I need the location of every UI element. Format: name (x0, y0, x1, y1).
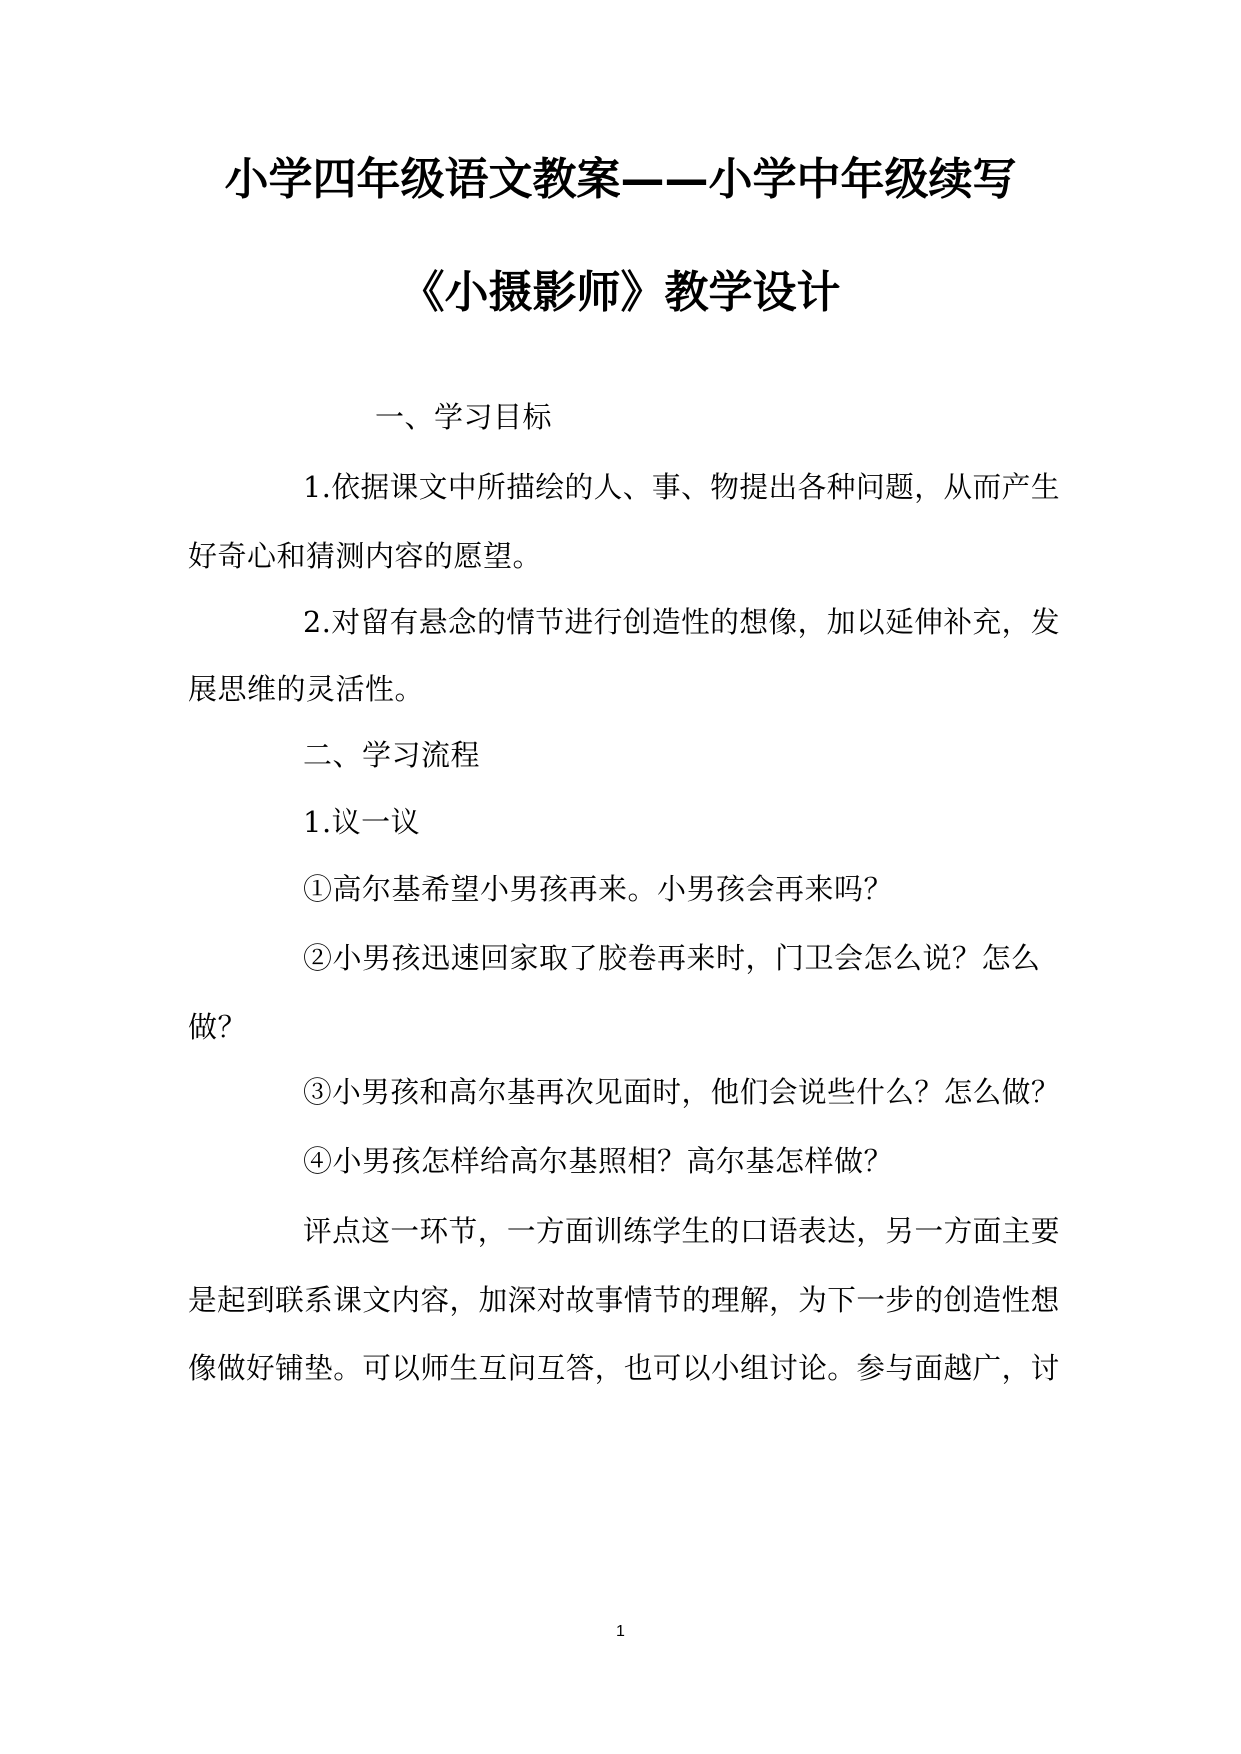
section-heading-learning-goals: 一、学习目标 (375, 400, 553, 434)
question-3: ③小男孩和高尔基再次见面时，他们会说些什么？怎么做？ (303, 1075, 1061, 1109)
question-2-line-1: ②小男孩迅速回家取了胶卷再来时，门卫会怎么说？怎么 (303, 941, 1041, 975)
page-number: 1 (616, 1623, 625, 1640)
question-2-line-2: 做？ (188, 1010, 248, 1044)
document-title-line-2: 《小摄影师》教学设计 (400, 267, 841, 318)
question-4: ④小男孩怎样给高尔基照相？高尔基怎样做？ (303, 1144, 894, 1178)
goal-1-line-1: 1.依据课文中所描绘的人、事、物提出各种问题，从而产生 (303, 470, 1060, 504)
section-heading-learning-process: 二、学习流程 (303, 738, 481, 772)
goal-1-line-2: 好奇心和猜测内容的愿望。 (188, 539, 543, 573)
question-1: ①高尔基希望小男孩再来。小男孩会再来吗？ (303, 872, 894, 906)
comment-line-2: 是起到联系课文内容，加深对故事情节的理解，为下一步的创造性想 (188, 1283, 1060, 1317)
goal-2-line-2: 展思维的灵活性。 (188, 672, 425, 706)
comment-line-1: 评点这一环节，一方面训练学生的口语表达，另一方面主要 (303, 1214, 1061, 1248)
step-1-heading: 1.议一议 (303, 805, 421, 839)
comment-line-3: 像做好铺垫。可以师生互问互答，也可以小组讨论。参与面越广，讨 (188, 1351, 1060, 1385)
goal-2-line-1: 2.对留有悬念的情节进行创造性的想像，加以延伸补充，发 (303, 605, 1060, 639)
document-title-line-1: 小学四年级语文教案——小学中年级续写 (224, 154, 1017, 205)
